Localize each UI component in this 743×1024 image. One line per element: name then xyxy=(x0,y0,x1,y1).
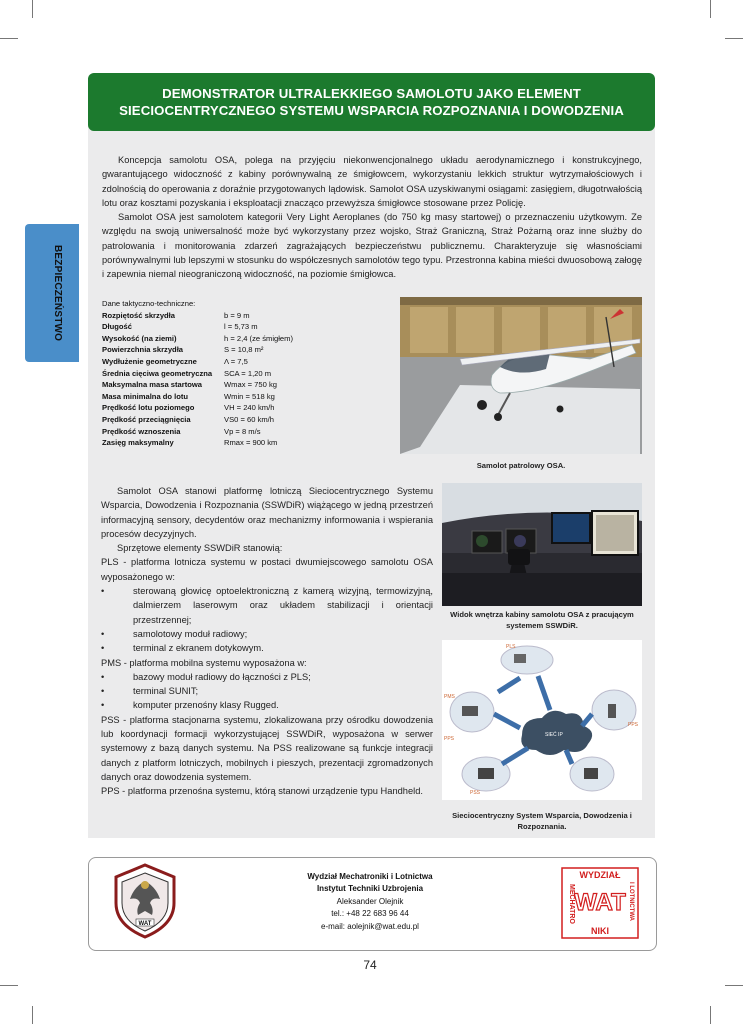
spec-value: Wmin = 518 kg xyxy=(224,391,275,401)
list-item: • samolotowy moduł radiowy; xyxy=(101,628,248,639)
footer-dept: Wydział Mechatroniki i Lotnictwa xyxy=(307,872,433,881)
footer-institute: Instytut Techniki Uzbrojenia xyxy=(316,884,424,894)
crop-mark xyxy=(0,985,18,986)
plane-illustration xyxy=(400,297,642,454)
body-paragraph: Samolot OSA stanowi platformę lotniczą Sieciocentrycznego Systemu Wsparcia, Dowodzenia i Rozpoznania (SSWDiR) wiążącego w jedną przestrzeń informacyjną sensory, decydentów oraz mechanizmy informowania i wspierania procesów decyzyjnych. xyxy=(101,486,433,539)
spec-key: Wysokość (na ziemi) xyxy=(102,333,177,343)
spec-key: Długość xyxy=(102,322,132,332)
system-diagram xyxy=(442,640,642,800)
plane-caption: Samolot patrolowy OSA. xyxy=(476,461,566,470)
section-tab-label: BEZPIECZEŃSTWO xyxy=(52,244,63,342)
crop-mark xyxy=(710,0,711,18)
intro-paragraph: Koncepcja samolotu OSA, polega na przyjęciu niekonwencjonalnego układu aerodynamicznego i konstrukcyjnego, gwarantującego widoczność z kabiny porównywalną ze śmigłowcem, wykorzystaniu lekkich struktur wytrzymałościowych i zdolnością do operowania z doraźnie przygotowanych lądowisk. Samolot OSA uzyskiwanymi osiągami: zasięgiem, długotrwałością lotu oraz kosztami pozyskania i eksploatacji znacząco przewyższa śmigłowce stosowane przez Policję. xyxy=(102,155,642,208)
diagram-caption: Sieciocentryczny System Wsparcia, Dowodzenia i Rozpoznania. xyxy=(452,811,632,831)
spec-value: l = 5,73 m xyxy=(224,322,258,332)
spec-value: VH = 240 km/h xyxy=(224,403,275,413)
spec-key: Powierzchnia skrzydła xyxy=(102,345,184,355)
pls-label: PLS xyxy=(506,644,516,650)
spec-value: Λ = 7,5 xyxy=(224,356,248,366)
spec-value: VS0 = 60 km/h xyxy=(224,414,275,424)
spec-key: Średnia cięciwa geometryczna xyxy=(102,368,213,378)
spec-value: b = 9 m xyxy=(224,310,250,320)
spec-row xyxy=(102,414,302,426)
body-paragraph: PMS - platforma mobilna systemu wyposażona w: xyxy=(101,657,307,668)
pms-label: PMS xyxy=(444,694,455,700)
spec-row xyxy=(102,310,302,322)
spec-row xyxy=(102,379,302,391)
footer-phone: tel.: +48 22 683 96 44 xyxy=(331,909,409,919)
logo-right-text: I LOTNICTWA xyxy=(628,882,634,921)
crop-mark xyxy=(725,38,743,39)
page-number: 74 xyxy=(363,958,377,972)
spec-key: Maksymalna masa startowa xyxy=(102,380,203,390)
spec-value: S = 10,8 m² xyxy=(224,345,264,355)
list-item: • sterowaną głowicę optoelektroniczną z kamerą wizyjną, termowizyjną, dalmierzem laserowym oraz układem stabilizacji i orientacji przestrzennej; xyxy=(101,586,433,625)
plane-photo xyxy=(400,297,642,454)
spec-key: Zasięg maksymalny xyxy=(102,438,174,448)
body-paragraph: Sprzętowe elementy SSWDiR stanowią: xyxy=(117,543,283,554)
spec-row xyxy=(102,333,302,345)
cockpit-caption: Widok wnętrza kabiny samolotu OSA z pracującym systemem SSWDiR. xyxy=(450,610,634,630)
pps-left-label: PPS xyxy=(444,736,455,742)
list-item: • komputer przenośny klasy Rugged. xyxy=(101,700,279,711)
list-item: • terminal SUNIT; xyxy=(101,686,199,697)
spec-key: Prędkość wznoszenia xyxy=(102,426,181,436)
spec-row xyxy=(102,391,302,403)
pss-label: PSS xyxy=(470,790,481,796)
spec-value: SCA = 1,20 m xyxy=(224,368,272,378)
list-item: • bazowy moduł radiowy do łączności z PLS; xyxy=(101,671,311,682)
faculty-logo-icon xyxy=(560,866,640,940)
spec-value: Rmax = 900 km xyxy=(224,438,278,448)
spec-key: Prędkość przeciągnięcia xyxy=(102,414,191,424)
pls-list xyxy=(101,584,433,655)
spec-value: h = 2,4 (ze śmigłem) xyxy=(224,333,294,343)
spec-key: Prędkość lotu poziomego xyxy=(102,403,195,413)
spec-key: Rozpiętość skrzydła xyxy=(102,310,176,320)
eagle-icon xyxy=(112,863,178,939)
body-text xyxy=(101,484,433,799)
footer-contact xyxy=(270,871,470,933)
title-line-2: SIECIOCENTRYCZNEGO SYSTEMU WSPARCIA ROZPOZNANIA I DOWODZENIA xyxy=(119,103,624,118)
crop-mark xyxy=(725,985,743,986)
title-line-1: DEMONSTRATOR ULTRALEKKIEGO SAMOLOTU JAKO ELEMENT xyxy=(162,86,581,101)
pms-list xyxy=(101,670,433,713)
crop-mark xyxy=(32,0,33,18)
cockpit-illustration xyxy=(442,483,642,606)
crop-mark xyxy=(0,38,18,39)
crop-mark xyxy=(710,1006,711,1024)
wat-logo-text: WAT xyxy=(138,921,152,927)
body-paragraph: PSS - platforma stacjonarna systemu, zlokalizowana przy ośrodku dowodzenia lub koordynacji formacji wykorzystującej SSWDiR, wyposażona w serwer systemowy z bazą danych systemu. Na PSS realizowane są funkcje integracji danych z platform lotniczych, mobilnych i pieszych, prezentacji zgromadzonych danych oraz dowodzenia systemem. xyxy=(101,714,433,782)
wat-eagle-logo xyxy=(112,863,178,939)
page-title xyxy=(88,73,655,131)
wml-logo xyxy=(560,866,640,940)
spec-value: Vp = 8 m/s xyxy=(224,426,261,436)
body-paragraph: PLS - platforma lotnicza systemu w postaci dwumiejscowego samolotu OSA wyposażonego w: xyxy=(101,557,433,582)
logo-left-text: MECHATRO xyxy=(568,884,575,924)
net-label: SIEĆ IP xyxy=(545,732,563,738)
spec-row xyxy=(102,356,302,368)
pps-right-label: PPS xyxy=(628,722,639,728)
cockpit-photo xyxy=(442,483,642,606)
spec-row xyxy=(102,426,302,438)
spec-row xyxy=(102,344,302,356)
network-diagram xyxy=(442,640,642,800)
spec-key: Wydłużenie geometryczne xyxy=(102,356,197,366)
footer-person: Aleksander Olejnik xyxy=(336,896,404,906)
footer-email: e-mail: aolejnik@wat.edu.pl xyxy=(321,921,419,931)
specs-heading: Dane taktyczno-techniczne: xyxy=(102,299,196,308)
list-item: • terminal z ekranem dotykowym. xyxy=(101,643,264,654)
logo-top-text: WYDZIAŁ xyxy=(579,870,621,880)
spec-row xyxy=(102,402,302,414)
specs-table xyxy=(102,298,302,449)
spec-row xyxy=(102,437,302,449)
spec-value: Wmax = 750 kg xyxy=(224,380,277,390)
intro-text xyxy=(102,153,642,282)
logo-bottom-text: NIKI xyxy=(591,926,609,936)
spec-row xyxy=(102,321,302,333)
spec-key: Masa minimalna do lotu xyxy=(102,391,189,401)
intro-paragraph: Samolot OSA jest samolotem kategorii Very Light Aeroplanes (do 750 kg masy startowej) o przeznaczeniu użytkowym. Ze względu na swoją uniwersalność może być wykorzystany przez wojsko, Straż Graniczną, Straż Pożarną oraz inne służby do patrolowania i monitorowania zdarzeń zagrażających bezpieczeństwu publicznemu. Charakteryzuje się własnościami porównywalnymi lub lepszymi w stosunku do współczesnych samolotów tego typu. Przestronna kabina mieści dwuosobową załogę i zapewnia niemal nieograniczoną widoczność, na poziomie śmigłowca. xyxy=(102,212,642,280)
spec-row xyxy=(102,368,302,380)
body-paragraph: PPS - platforma przenośna systemu, którą stanowi urządzenie typu Handheld. xyxy=(101,786,423,797)
logo-main-text: WAT xyxy=(574,889,626,916)
crop-mark xyxy=(32,1006,33,1024)
